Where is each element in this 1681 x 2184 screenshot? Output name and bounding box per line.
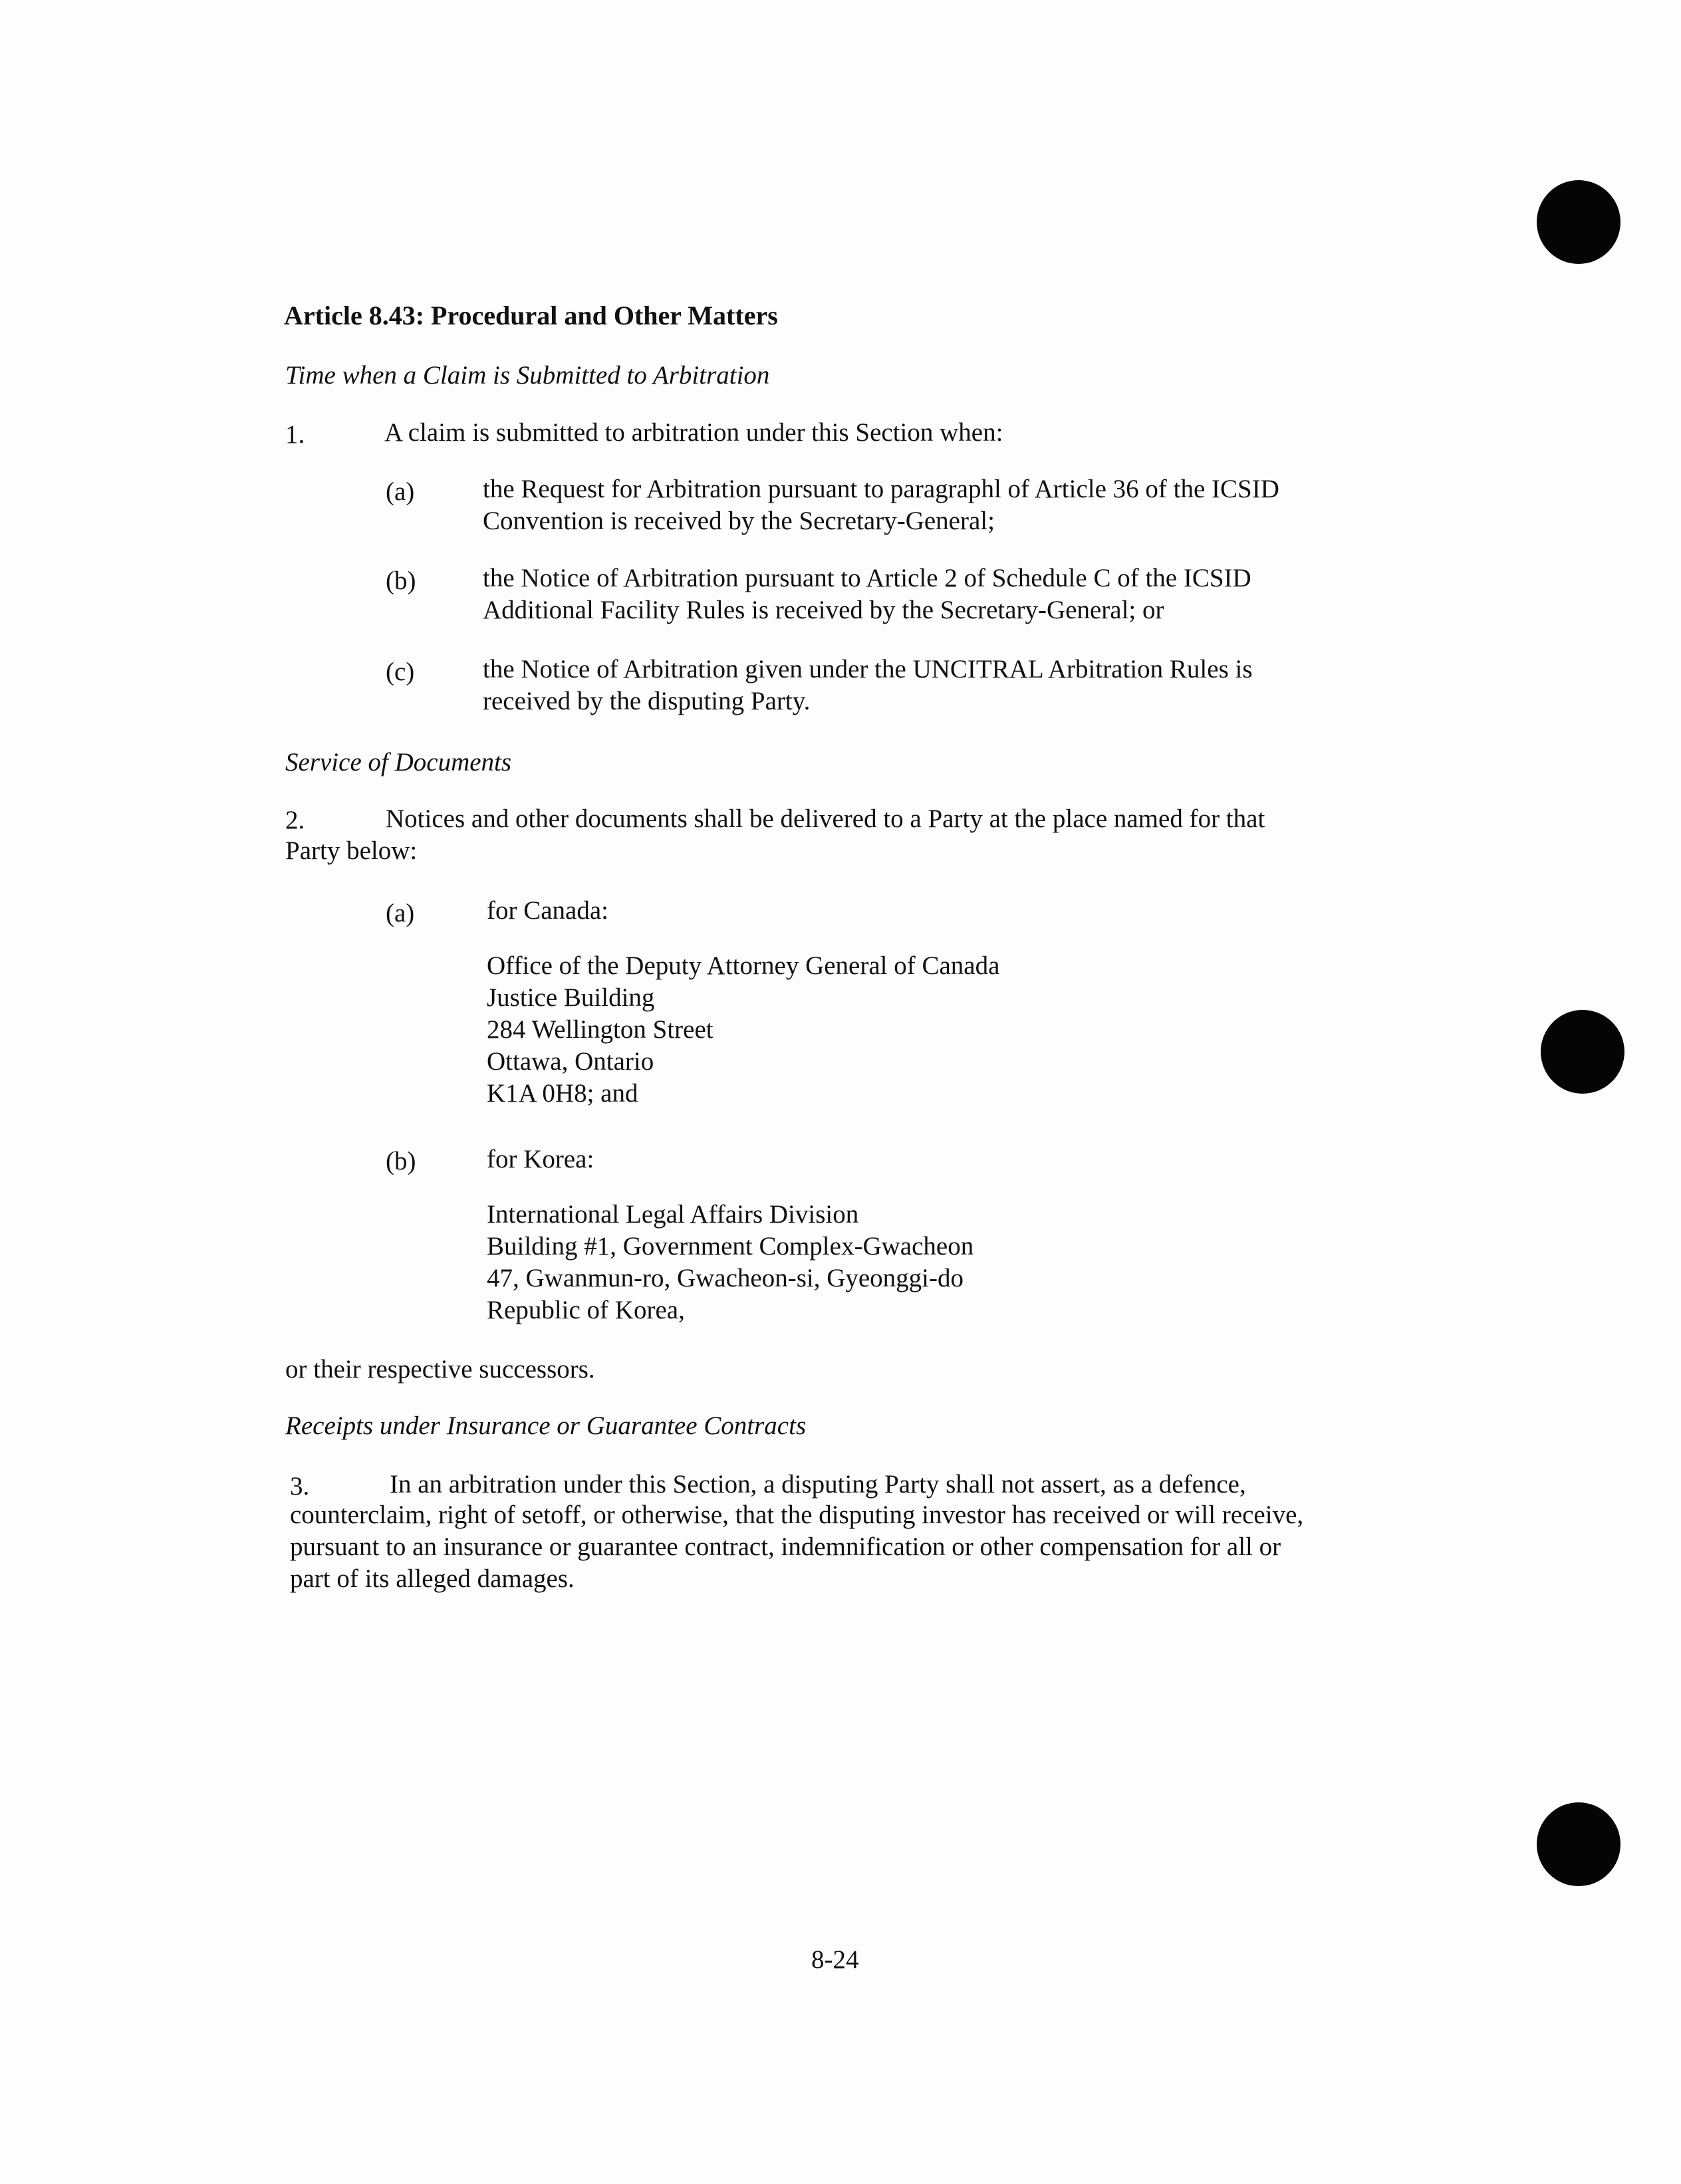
punch-hole-bottom bbox=[1537, 1802, 1620, 1886]
list-item-text bbox=[483, 473, 1279, 537]
closing-text: or their respective successors. bbox=[285, 1355, 595, 1384]
paragraph-intro-line: Party below: bbox=[285, 836, 418, 865]
paragraph-intro-line: Notices and other documents shall be delivered to a Party at the place named for that bbox=[386, 804, 1265, 833]
address-line: 47, Gwanmun-ro, Gwacheon-si, Gyeonggi-do bbox=[487, 1264, 964, 1292]
item-line: the Notice of Arbitration given under the UNCITRAL Arbitration Rules is bbox=[483, 655, 1253, 683]
item-marker: (b) bbox=[386, 566, 416, 595]
address-block-canada bbox=[487, 950, 999, 1110]
list-item-text bbox=[483, 654, 1253, 717]
section-heading-time-claim: Time when a Claim is Submitted to Arbitration bbox=[285, 361, 770, 390]
paragraph-line: counterclaim, right of setoff, or otherwise, that the disputing investor has received or will receive, bbox=[290, 1501, 1304, 1529]
paragraph-line: In an arbitration under this Section, a disputing Party shall not assert, as a defence, bbox=[390, 1470, 1246, 1499]
address-line: Building #1, Government Complex-Gwacheon bbox=[487, 1232, 974, 1261]
item-line: the Notice of Arbitration pursuant to Article 2 of Schedule C of the ICSID bbox=[483, 564, 1251, 592]
item-marker: (c) bbox=[386, 658, 415, 686]
address-line: Republic of Korea, bbox=[487, 1296, 685, 1324]
item-line: the Request for Arbitration pursuant to paragraphl of Article 36 of the ICSID bbox=[483, 475, 1279, 503]
address-block-korea bbox=[487, 1199, 973, 1326]
section-heading-receipts: Receipts under Insurance or Guarantee Contracts bbox=[285, 1411, 807, 1440]
paragraph-body bbox=[290, 1499, 1303, 1595]
paragraph-number: 3. bbox=[290, 1472, 310, 1501]
address-line: International Legal Affairs Division bbox=[487, 1200, 859, 1229]
address-line: K1A 0H8; and bbox=[487, 1079, 638, 1108]
item-marker: (a) bbox=[386, 899, 415, 927]
punch-hole-top bbox=[1537, 180, 1620, 264]
article-heading: Article 8.43: Procedural and Other Matters bbox=[284, 301, 778, 330]
paragraph-intro: A claim is submitted to arbitration under this Section when: bbox=[384, 418, 1003, 447]
list-item-text bbox=[483, 562, 1251, 626]
recipient-label: for Canada: bbox=[487, 896, 609, 925]
paragraph-number: 2. bbox=[285, 806, 305, 834]
item-line: Convention is received by the Secretary-General; bbox=[483, 507, 995, 535]
paragraph-number: 1. bbox=[285, 420, 305, 449]
punch-hole-middle bbox=[1541, 1010, 1624, 1094]
item-marker: (a) bbox=[386, 477, 415, 506]
paragraph-line: pursuant to an insurance or guarantee contract, indemnification or other compensation for all or bbox=[290, 1532, 1281, 1561]
recipient-label: for Korea: bbox=[487, 1145, 594, 1173]
item-line: Additional Facility Rules is received by the Secretary-General; or bbox=[483, 596, 1164, 624]
item-line: received by the disputing Party. bbox=[483, 687, 811, 715]
address-line: Justice Building bbox=[487, 983, 655, 1012]
address-line: 284 Wellington Street bbox=[487, 1015, 713, 1044]
section-heading-service: Service of Documents bbox=[285, 748, 512, 777]
item-marker: (b) bbox=[386, 1147, 416, 1175]
paragraph-line: part of its alleged damages. bbox=[290, 1564, 575, 1593]
address-line: Office of the Deputy Attorney General of Canada bbox=[487, 951, 1000, 980]
page-number: 8-24 bbox=[811, 1945, 859, 1974]
address-line: Ottawa, Ontario bbox=[487, 1047, 654, 1076]
